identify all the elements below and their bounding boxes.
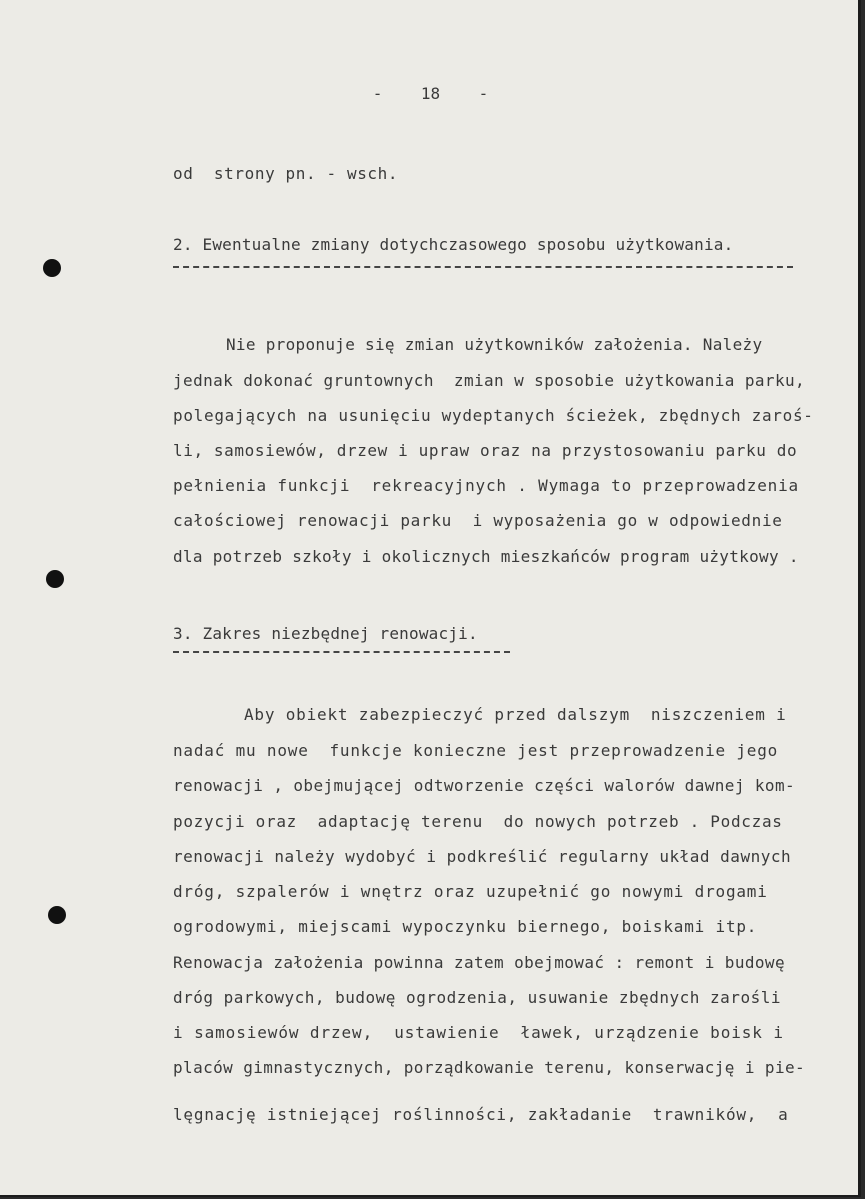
section-3-line: dróg, szpalerów i wnętrz oraz uzupełnić go nowymi drogami xyxy=(173,882,768,901)
punch-hole-bottom xyxy=(48,906,66,924)
section-2-line: Nie proponuje się zmian użytkowników założenia. Należy xyxy=(226,335,763,354)
section-2-line: polegających na usunięciu wydeptanych ścieżek, zbędnych zaroś- xyxy=(173,406,814,425)
section-3-line: renowacji należy wydobyć i podkreślić regularny układ dawnych xyxy=(173,847,792,866)
punch-hole-top xyxy=(43,259,61,277)
section-3-line: pozycji oraz adaptację terenu do nowych potrzeb . Podczas xyxy=(173,812,783,831)
section-3-line: Aby obiekt zabezpieczyć przed dalszym niszczeniem i xyxy=(244,705,787,724)
section-3-heading: 3. Zakres niezbędnej renowacji. xyxy=(173,624,478,643)
section-3-line: i samosiewów drzew, ustawienie ławek, urządzenie boisk i xyxy=(173,1023,784,1042)
section-3-line: renowacji , obejmującej odtworzenie części walorów dawnej kom- xyxy=(173,776,796,795)
section-3-heading-underline xyxy=(173,651,510,653)
punch-hole-middle xyxy=(46,570,64,588)
section-3-line: lęgnację istniejącej roślinności, zakładanie trawników, a xyxy=(173,1105,789,1124)
page-number: - 18 - xyxy=(372,84,489,103)
section-2-line: całościowej renowacji parku i wyposażenia go w odpowiednie xyxy=(173,511,783,530)
continuation-line: od strony pn. - wsch. xyxy=(173,164,399,183)
section-2-line: pełnienia funkcji rekreacyjnych . Wymaga to przeprowadzenia xyxy=(173,476,799,495)
section-3-line: ogrodowymi, miejscami wypoczynku biernego, boiskami itp. xyxy=(173,917,758,936)
section-3-line: nadać mu nowe funkcje konieczne jest przeprowadzenie jego xyxy=(173,741,779,760)
section-3-line: Renowacja założenia powinna zatem obejmować : remont i budowę xyxy=(173,953,786,972)
section-2-heading: 2. Ewentualne zmiany dotychczasowego sposobu użytkowania. xyxy=(173,235,734,254)
section-2-line: jednak dokonać gruntownych zmian w sposobie użytkowania parku, xyxy=(173,371,806,390)
section-2-line: dla potrzeb szkoły i okolicznych mieszkańców program użytkowy . xyxy=(173,547,799,566)
section-3-line: placów gimnastycznych, porządkowanie terenu, konserwację i pie- xyxy=(173,1058,806,1077)
section-3-line: dróg parkowych, budowę ogrodzenia, usuwanie zbędnych zarośli xyxy=(173,988,781,1007)
section-2-line: li, samosiewów, drzew i upraw oraz na przystosowaniu parku do xyxy=(173,441,798,460)
section-2-heading-underline xyxy=(173,266,793,268)
